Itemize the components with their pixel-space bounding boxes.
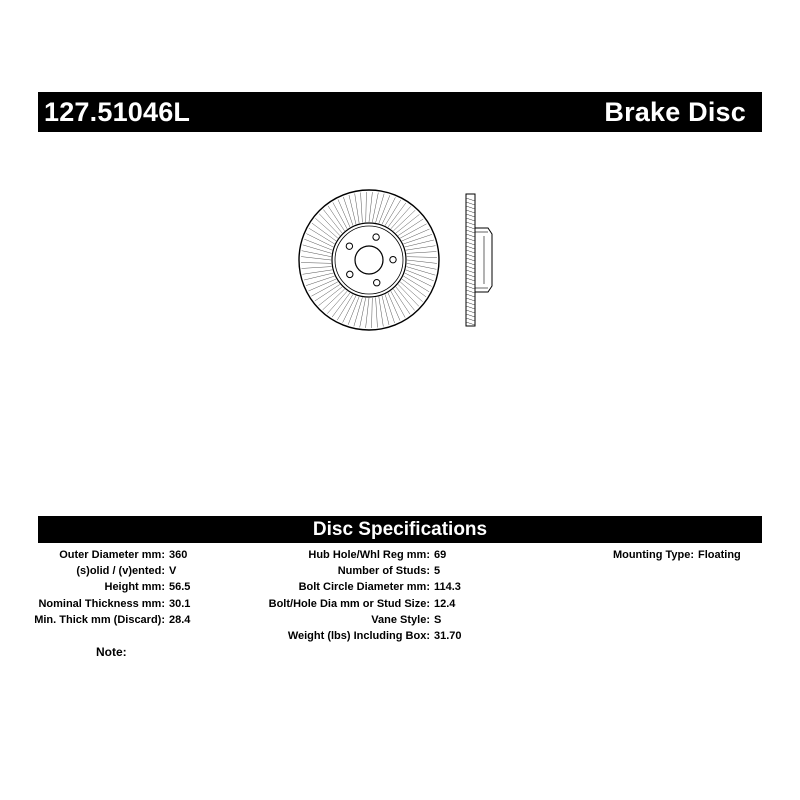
- spec-value: 69: [434, 549, 447, 561]
- spec-value: 28.4: [169, 613, 191, 626]
- product-type: Brake Disc: [604, 96, 746, 127]
- specs-title: Disc Specifications: [312, 518, 488, 540]
- spec-label: Vane Style:: [371, 613, 430, 626]
- brake-disc-front-view-icon: [299, 190, 439, 330]
- spec-label: Height mm:: [104, 581, 165, 594]
- spec-label: Outer Diameter mm:: [59, 549, 165, 561]
- spec-column-3: [0, 547, 741, 563]
- spec-label: Weight (lbs) Including Box:: [287, 630, 430, 643]
- spec-value: S: [434, 613, 442, 626]
- spec-value: 360: [169, 549, 188, 561]
- spec-row: [0, 596, 462, 612]
- spec-label: Mounting Type:: [612, 549, 694, 561]
- spec-value: Floating: [698, 549, 741, 561]
- spec-row: [0, 579, 462, 595]
- spec-row: [0, 612, 462, 628]
- spec-label: Min. Thick mm (Discard):: [34, 613, 165, 626]
- spec-value: 31.70: [434, 630, 462, 643]
- spec-value: 56.5: [169, 581, 191, 594]
- spec-value: 5: [434, 565, 441, 578]
- spec-value: V: [169, 565, 177, 578]
- spec-row: [0, 547, 741, 563]
- spec-row: [0, 628, 462, 644]
- spec-value: 114.3: [434, 581, 461, 594]
- spec-label: Hub Hole/Whl Reg mm:: [308, 549, 430, 561]
- spec-label: Number of Studs:: [337, 565, 430, 578]
- note-label: Note:: [96, 645, 127, 659]
- spec-row: [0, 563, 462, 579]
- brake-disc-side-view-icon: [466, 194, 492, 326]
- spec-value: 30.1: [169, 597, 191, 610]
- spec-label: Nominal Thickness mm:: [38, 597, 165, 610]
- spec-label: (s)olid / (v)ented:: [76, 565, 165, 578]
- spec-label: Bolt Circle Diameter mm:: [298, 581, 430, 594]
- spec-value: 12.4: [434, 597, 456, 610]
- part-number: 127.51046L: [44, 96, 191, 127]
- spec-label: Bolt/Hole Dia mm or Stud Size:: [268, 597, 430, 610]
- disc-specifications-header: [38, 516, 762, 543]
